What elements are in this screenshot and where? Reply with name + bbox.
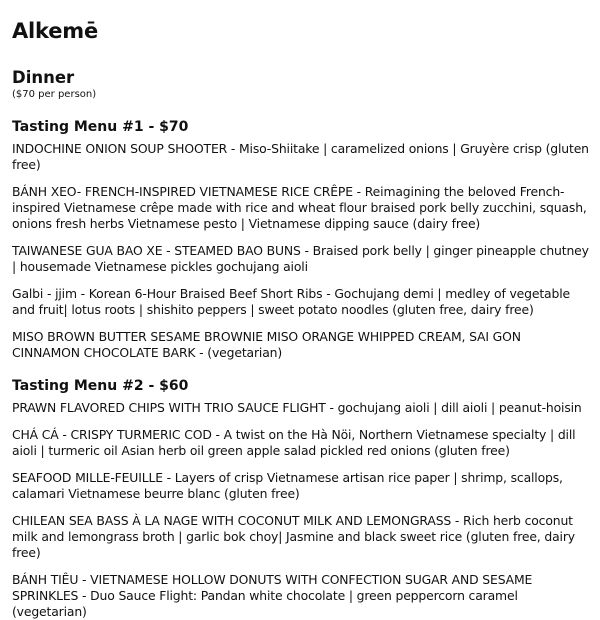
dish-item: CHILEAN SEA BASS À LA NAGE WITH COCONUT MILK AND LEMONGRASS - Rich herb coconut milk and lemongrass broth | garlic bok choy| Jasmine and black sweet rice (gluten free, dairy free) <box>12 513 575 560</box>
dish-item: CHÁ CÁ - CRISPY TURMERIC COD - A twist on the Hà Nöi, Northern Vietnamese specialty | dill aioli | turmeric oil Asian herb oil green apple salad pickled red onions (gluten free) <box>12 427 576 458</box>
dish-item: TAIWANESE GUA BAO XE - STEAMED BAO BUNS - Braised pork belly | ginger pineapple chutney | housemade Vietnamese pickles gochujang aioli <box>12 243 589 274</box>
dish-item: BÁNH TIÊU - VIETNAMESE HOLLOW DONUTS WITH CONFECTION SUGAR AND SESAME SPRINKLES - Duo Sauce Flight: Pandan white chocolate | green peppercorn caramel (vegetarian) <box>12 572 533 619</box>
dish-item: MISO BROWN BUTTER SESAME BROWNIE MISO ORANGE WHIPPED CREAM, SAI GON CINNAMON CHOCOLATE BARK - (vegetarian) <box>12 329 521 360</box>
menu-title: Dinner <box>12 68 75 87</box>
tasting-menu-heading: Tasting Menu #2 - $60 <box>12 378 189 394</box>
tasting-menu-2 <box>12 377 590 620</box>
menu-price-note: ($70 per person) <box>12 89 97 100</box>
tasting-menu-heading: Tasting Menu #1 - $70 <box>12 119 189 135</box>
dish-item: BÁNH XEO- FRENCH-INSPIRED VIETNAMESE RICE CRÊPE - Reimagining the beloved French-inspired Vietnamese crêpe made with rice and wheat flour braised pork belly zucchini, squash, onions fresh herbs Vietnamese pesto | Vietnamese dipping sauce (dairy free) <box>12 184 587 231</box>
dish-item: INDOCHINE ONION SOUP SHOOTER - Miso-Shiitake | caramelized onions | Gruyère crisp (gluten free) <box>12 141 589 172</box>
dish-item: PRAWN FLAVORED CHIPS WITH TRIO SAUCE FLIGHT - gochujang aioli | dill aioli | peanut-hoisin <box>12 400 582 415</box>
dish-item: Galbi - jjim - Korean 6-Hour Braised Beef Short Ribs - Gochujang demi | medley of vegetable and fruit| lotus roots | shishito peppers | sweet potato noodles (gluten free, dairy free) <box>12 286 570 317</box>
tasting-menu-1 <box>12 118 590 361</box>
dish-item: SEAFOOD MILLE-FEUILLE - Layers of crisp Vietnamese artisan rice paper | shrimp, scallops, calamari Vietnamese beurre blanc (gluten free) <box>12 470 563 501</box>
restaurant-name: Alkemē <box>12 19 99 43</box>
